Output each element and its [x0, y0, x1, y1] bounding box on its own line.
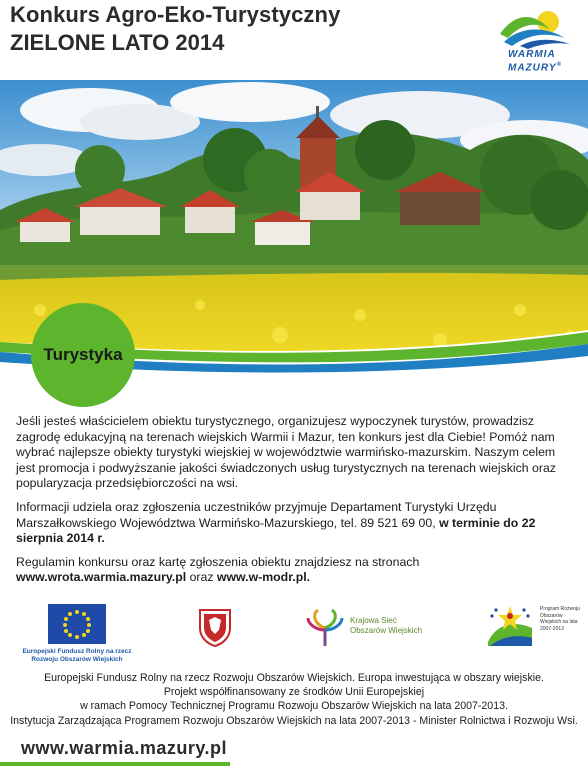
prow-logo [484, 602, 584, 654]
eu-flag-icon [48, 604, 106, 644]
sponsor-logos [0, 598, 588, 668]
ksow-text [350, 616, 422, 636]
turystyka-badge [31, 303, 135, 407]
wrota-link[interactable]: www.wrota.warmia.mazury.pl [16, 570, 187, 585]
badge-label: Turystyka [43, 345, 123, 364]
rules-text: Regulamin konkursu oraz kartę zgłoszenia obiektu znajdziesz na stronach [16, 554, 420, 569]
title-line-1: Konkurs Agro-Eko-Turystyczny [10, 2, 341, 27]
logo-text [508, 50, 562, 73]
eu-logo [18, 604, 136, 663]
logo-text-mazury: MAZURY® [508, 62, 563, 74]
intro-paragraph: Jeśli jesteś właścicielem obiektu turystycznego, organizujesz wypoczynek turystów, prowadzisz zagrodę edukacyjną na terenach wiejskich Warmii i Mazur, ten konkurs jest dla Ciebie! Pomóż nam wybrać najlepsze obiekty turystyki wiejskiej w województwie warmińsko-mazurskim. Naszym celem jest promocja i podwyższanie jakości świadczonych usług turystycznych na terenach wiejskich oraz popularyzacja przedsiębiorczości na wsi. [16, 414, 556, 491]
footer-text [0, 671, 588, 728]
sun-wave-logo-icon [490, 4, 582, 50]
wmodr-link[interactable]: www.w-modr.pl. [216, 570, 311, 585]
rules-oraz: oraz [189, 570, 214, 585]
footer-line-1: Europejski Fundusz Rolny na rzecz Rozwoju Obszarów Wiejskich. Europa inwestująca w obszary wiejskie. [44, 672, 544, 684]
tree-network-icon [304, 606, 346, 648]
website-link[interactable]: www.warmia.mazury.pl [21, 738, 228, 758]
ksow-line-2: Obszarów Wiejskich [350, 626, 423, 635]
contact-paragraph [16, 500, 576, 547]
eu-caption: Europejski Fundusz Rolny na rzecz Rozwoju Obszarów Wiejskich [22, 648, 132, 663]
footer-line-2: Projekt współfinansowany ze środków Unii Europejskiej [163, 686, 425, 699]
warmia-mazury-logo [490, 4, 582, 74]
ksow-logo [304, 606, 444, 650]
website-underline-bar [0, 762, 230, 766]
title-line-2: ZIELONE LATO 2014 [10, 30, 225, 55]
ksow-line-1: Krajowa Sieć [350, 616, 397, 625]
logo-text-warmia: WARMIA [508, 49, 556, 60]
footer-line-4: Instytucja Zarządzająca Programem Rozwoju Obszarów Wiejskich na lata 2007-2013 - Minister Rolnictwa i Rozwoju Wsi. [10, 714, 578, 727]
rules-paragraph [16, 555, 576, 586]
footer-line-3: w ramach Pomocy Technicznej Programu Rozwoju Obszarów Wiejskich na lata 2007-2013. [80, 700, 508, 713]
header [0, 0, 588, 80]
registered-mark: ® [556, 62, 563, 68]
contact-text: Informacji udziela oraz zgłoszenia uczestników przyjmuje Departament Turystyki Urzędu Marszałkowskiego Województwa Warmińsko-Mazurskiego, tel. 89 521 69 00, [16, 499, 497, 530]
coat-of-arms-icon [198, 608, 232, 648]
prow-star-icon [484, 602, 536, 650]
deadline-text: w terminie do 22 sierpnia 2014 r. [16, 515, 536, 546]
body-text [16, 414, 576, 594]
prow-caption: Program Rozwoju Obszarów Wiejskich na lata 2007-2013 [540, 606, 580, 632]
